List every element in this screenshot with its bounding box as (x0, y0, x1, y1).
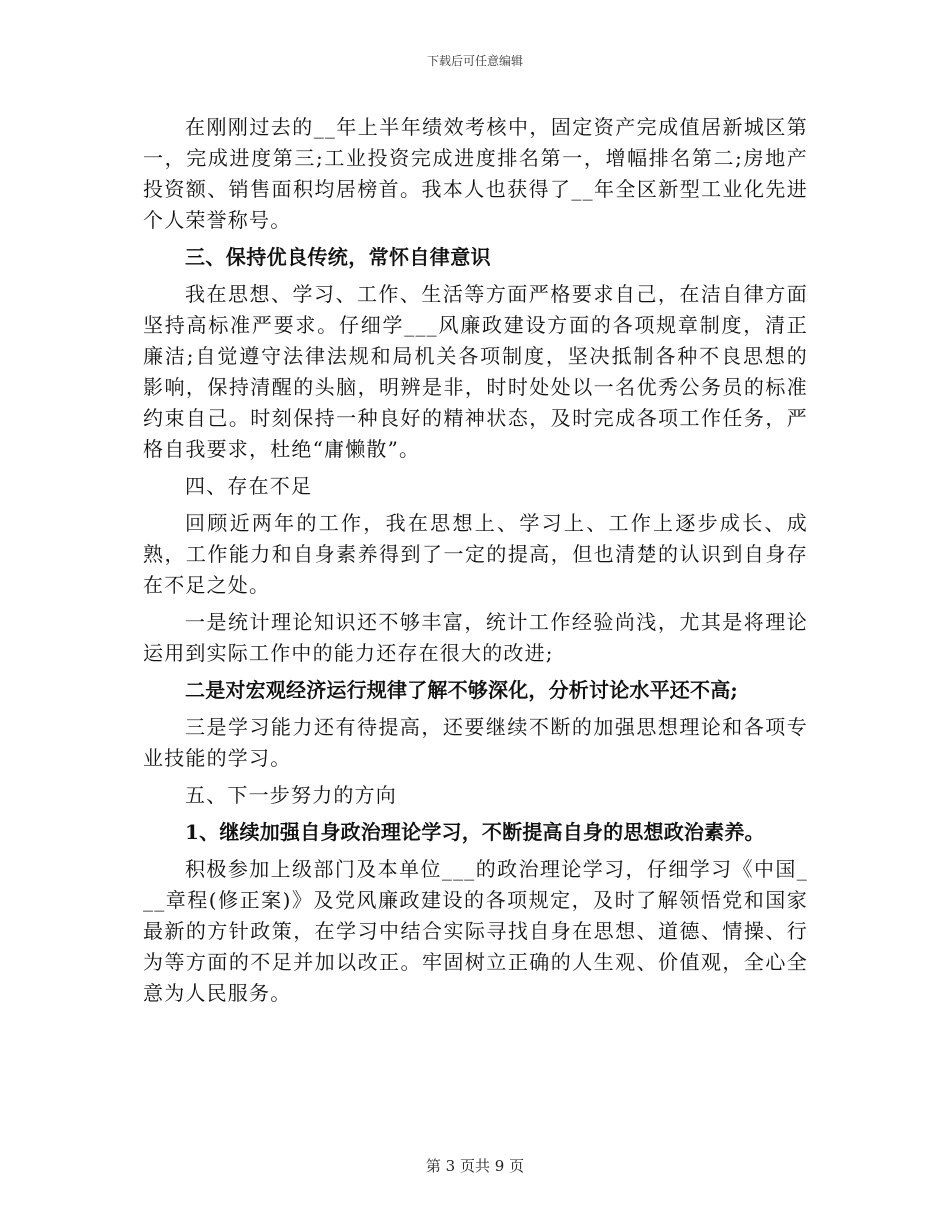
paragraph-shortcoming-one: 一是统计理论知识还不够丰富，统计工作经验尚浅，尤其是将理论运用到实际工作中的能力还存在很大的改进; (143, 610, 808, 665)
paragraph-review: 回顾近两年的工作，我在思想上、学习上、工作上逐步成长、成熟，工作能力和自身素养得到了一定的提高，但也清楚的认识到自身存在不足之处。 (143, 511, 808, 597)
section-heading-next-steps: 五、下一步努力的方向 (185, 783, 397, 807)
paragraph-shortcoming-two: 二是对宏观经济运行规律了解不够深化，分析讨论水平还不高; (185, 678, 738, 702)
page-footer: 第 3 页共 9 页 (425, 1157, 525, 1175)
paragraph-political-study: 积极参加上级部门及本单位___的政治理论学习，仔细学习《中国___章程(修正案)》及党风廉政建设的各项规定，及时了解领悟党和国家最新的方针政策，在学习中结合实际寻找自身在思想、道德、情操、行为等方面的不足并加以改正。牢固树立正确的人生观、价值观，全心全意为人民服务。 (143, 857, 808, 1005)
page-header: 下载后可任意编辑 (426, 54, 523, 68)
paragraph-performance-review: 在刚刚过去的__年上半年绩效考核中，固定资产完成值居新城区第一，完成进度第三;工业投资完成进度排名第一，增幅排名第二;房地产投资额、销售面积均居榜首。我本人也获得了__年全区新型工业化先进个人荣誉称号。 (143, 115, 808, 232)
document-body (143, 112, 808, 1015)
paragraph-self-discipline: 我在思想、学习、工作、生活等方面严格要求自己，在洁自律方面坚持高标准严要求。仔细学___风廉政建设方面的各项规章制度，清正廉洁;自觉遵守法律法规和局机关各项制度，坚决抵制各种不良思想的影响，保持清醒的头脑，明辨是非，时时处处以一名优秀公务员的标准约束自己。时刻保持一种良好的精神状态，及时完成各项工作任务，严格自我要求，杜绝“庸懒散”。 (143, 282, 808, 461)
subheading-political-study: 1、继续加强自身政治理论学习，不断提高自身的思想政治素养。 (185, 820, 765, 844)
section-heading-shortcomings: 四、存在不足 (185, 474, 313, 498)
section-heading-self-discipline: 三、保持优良传统，常怀自律意识 (185, 245, 491, 269)
paragraph-shortcoming-three: 三是学习能力还有待提高，还要继续不断的加强思想理论和各项专业技能的学习。 (143, 715, 808, 770)
